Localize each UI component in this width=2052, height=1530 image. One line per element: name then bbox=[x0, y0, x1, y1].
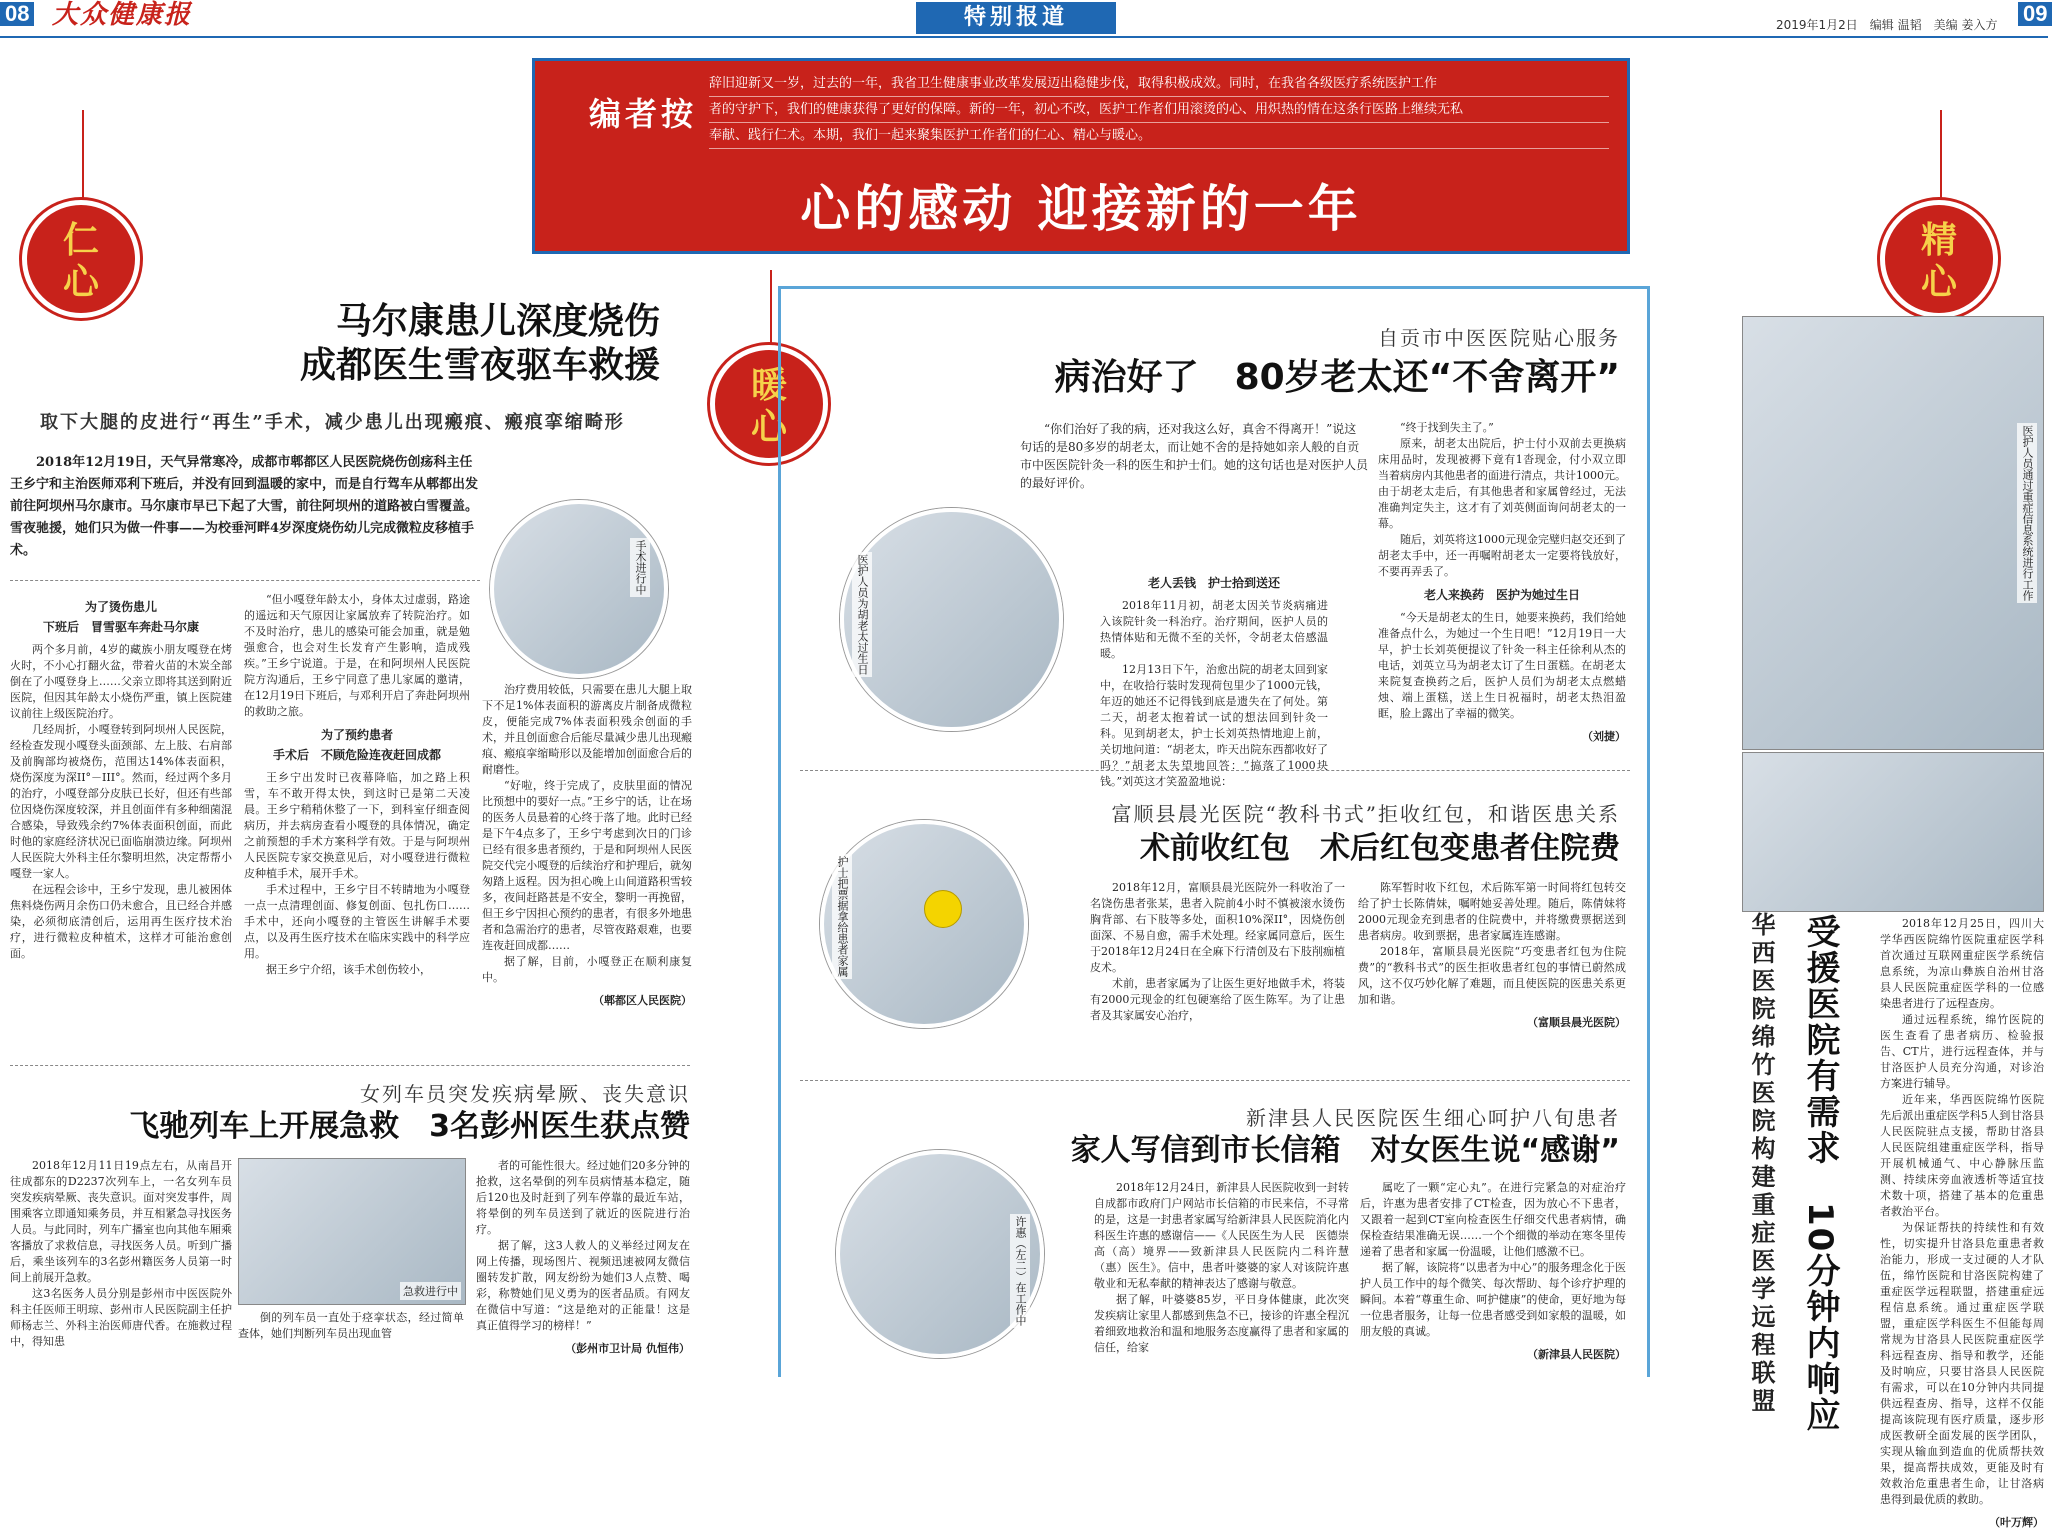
article3-paragraph: “终于找到失主了。” bbox=[1400, 421, 1494, 434]
article2-kicker: 女列车员突发疾病晕厥、丧失意识 bbox=[360, 1082, 690, 1106]
article1-paragraph: “但小嘎登年龄太小，身体太过虚弱，路途的遥远和天气原因让家属放弃了转院治疗。如不及时治疗，患儿的感染可能会加重，就是勉强愈合，也会对生长发育产生影响，造成残疾。”王乡宁说道。于是，在和阿坝州人民医院院方沟通后，王乡宁同意了患儿家属的邀请，在12月19日下班后，与邓利开启了奔赴阿坝州的救助之旅。 bbox=[244, 593, 470, 718]
article1-paragraph: 几经周折，小嘎登转到阿坝州人民医院，经检查发现小嘎登头面颈部、左上肢、右肩部及前胸部均被烧伤，范围达14%体表面积，烧伤深度为深II°－III°。然而，经过两个多月的治疗，小嘎登部分皮肤已长好，但还有些部位因烧伤深度较深，并且创面伴有多种细菌混合感染，导致残余约7%体表面积创面，而此时他的家庭经济状况已面临崩溃边缘。阿坝州人民医院大外科主任尔黎明坦然，决定帮帮小嘎登一家人。 bbox=[10, 723, 232, 880]
article2-col1-tail bbox=[238, 1310, 464, 1342]
article1-title-line1: 马尔康患儿深度烧伤 bbox=[335, 301, 660, 342]
article1-paragraph: 王乡宁出发时已夜幕降临，加之路上积雪，车不敢开得太快，到这时已是第二天凌晨。王乡宁稍稍休整了一下，到科室仔细查阅病历，并去病房查看小嘎登的具体情况，确定之前预想的手术方案科学有效。于是与阿坝州人民医院专家交换意见后，对小嘎登进行微粒皮种植手术，展开手术。 bbox=[244, 771, 470, 880]
article3-paragraph: 12月13日下午，治愈出院的胡老太回到家中，在收拾行装时发现荷包里少了1000元钱，年迈的她还不记得钱到底是遗失在了何处。第二天，胡老太抱着试一试的想法回到针灸一科。见到胡老太，护士长刘英热情地迎上前，关切地问道：“胡老太，昨天出院东西都收好了吗？”胡老太失望地回答：“搞落了1000块钱。”刘英这才笑盈盈地说： bbox=[1100, 663, 1328, 788]
article1-subhead2b: 手术后 不顾危险连夜赶回成都 bbox=[272, 748, 441, 762]
article6-photo-bottom bbox=[1742, 425, 2044, 912]
editor-note-box bbox=[532, 58, 1630, 254]
article5-paragraph: 属吃了一颗“定心丸”。在进行完紧急的对症治疗后，许惠为患者安排了CT检查，因为放心不下患者，又跟着一起到CT室向检查医生仔细交代患者病情，确保检查结果准确无误……一个个细微的举动在寒冬里传递着了患者和家属一份温暖，让他们感激不已。 bbox=[1360, 1181, 1626, 1258]
article6-photo-caption: 医护人员通过重症信息系统进行工作 bbox=[2017, 423, 2037, 603]
masthead-logo: 大众健康报 bbox=[52, 0, 193, 30]
article3-subhead1: 老人丢钱 护士拾到送还 bbox=[1147, 576, 1280, 590]
article1-col1 bbox=[10, 592, 232, 962]
divider bbox=[10, 1065, 690, 1066]
article1-paragraph: 手术过程中，王乡宁目不转睛地为小嘎登一点一点清理创面、修复创面、包扎伤口……手术中，还向小嘎登的主管医生讲解手术要点，以及再生医疗技术在临床实践中的科学应用。 bbox=[244, 883, 470, 960]
article1-subtitle: 取下大腿的皮进行“再生”手术，减少患儿出现瘢痕、瘢痕挛缩畸形 bbox=[40, 412, 625, 433]
article6-paragraph: 为保证帮扶的持续性和有效性，切实提升甘洛县危重患者救治能力，形成一支过硬的人才队伍，绵竹医院和甘洛医院构建了重症医学远程联盟，搭建重症远程信息系统。通过重症医学联盟，重症医学科医生不但能每周常规为甘洛县人民医院重症医学科远程查房、指导和教学，还能及时响应，只要甘洛县人民医院有需求，可以在10分钟内共同提供远程查房、指导，这样不仅能提高该院现有医疗质量，逐步形成医教研全面发展的医学团队，实现从输血到造血的优质帮扶效果，提高帮扶成效，更能及时有效救治危重患者生命，让甘洛病患得到最优质的救助。 bbox=[1880, 1221, 2044, 1506]
article3-subhead2: 老人来换药 医护为她过生日 bbox=[1423, 588, 1580, 602]
article3-paragraph: “今天是胡老太的生日，她要来换药，我们给她准备点什么，为她过一个生日吧！”12月19日一大早，护士长刘英便提议了针灸一科主任徐利从杰的电话，刘英立马为胡老太订了生日蛋糕。在胡老太来院复查换药之后，医护人员们为胡老太点燃蜡烛、端上蛋糕，送上生日祝福时，胡老太热泪盈眶，脸上露出了幸福的微笑。 bbox=[1378, 611, 1626, 720]
article1-col2 bbox=[244, 592, 470, 978]
editor-note-line: 者的守护下，我们的健康获得了更好的保障。新的一年，初心不改，医护工作者们用滚烫的心、用炽热的情在这条行医路上继续无私 bbox=[709, 97, 1609, 123]
divider bbox=[800, 770, 1630, 771]
divider bbox=[10, 580, 480, 581]
editor-note-line: 奉献、践行仁术。本期，我们一起来聚集医护工作者们的仁心、精心与暖心。 bbox=[709, 123, 1609, 149]
badge-tassel bbox=[1940, 110, 1942, 200]
article3-col1 bbox=[1100, 568, 1328, 790]
badge-renxin bbox=[22, 200, 140, 318]
article5-paragraph: 据了解，叶婆婆85岁，平日身体健康，此次突发疾病让家里人都感到焦急不已，接诊的许惠全程沉着细致地救治和温和地服务态度赢得了患者和家属的信任，给家 bbox=[1094, 1293, 1349, 1354]
editor-note-line: 辞旧迎新又一岁，过去的一年，我省卫生健康事业改革发展迈出稳健步伐，取得积极成效。同时，在我省各级医疗系统医护工作 bbox=[709, 71, 1609, 97]
article1-subhead1a: 为了烫伤患儿 bbox=[84, 600, 157, 614]
article6-paragraph: 近年来，华西医院绵竹医院先后派出重症医学科5人到甘洛县人民医院驻点支援，帮助甘洛县人民医院组建重症医学科，指导开展机械通气、中心静脉压监测、持续床旁血液透析等适宜技术数十项，搭建了基本的危重患者救治平台。 bbox=[1880, 1093, 2044, 1218]
article4-photo-caption: 护士把票据拿给患者家属 bbox=[832, 854, 852, 979]
article4-paragraph: 陈军暂时收下红包，术后陈军第一时间将红包转交给了护士长陈倩妹，嘱咐她妥善处理。随后，陈倩妹将2000元现金充到患者的住院费中，并将缴费票据送到患者病房。收到票据，患者家属连连感谢。 bbox=[1358, 881, 1626, 942]
article1-paragraph: 据了解，目前，小嘎登正在顺利康复中。 bbox=[482, 955, 692, 984]
article4-paragraph: 2018年，富顺县晨光医院“巧变患者红包为住院费”的“教科书式”的医生拒收患者红包的事情已蔚然成风，这不仅巧妙化解了难题，而且使医院的医患关系更加和谐。 bbox=[1358, 945, 1626, 1006]
article2-paragraph: 倒的列车员一直处于痉挛状态，经过简单查体，她们判断列车员出现血管 bbox=[238, 1311, 464, 1340]
article5-col1 bbox=[1094, 1180, 1349, 1356]
article2-title: 飞驰列车上开展急救 3名彭州医生获点赞 bbox=[129, 1109, 690, 1144]
face-blur-icon bbox=[924, 890, 962, 928]
article3-paragraph: 随后，刘英将这1000元现金完璧归赵交还到了胡老太手中，还一再嘱咐胡老太一定要将钱放好，不要再弄丢了。 bbox=[1378, 533, 1626, 578]
article1-title-line2: 成都医生雪夜驱车救援 bbox=[299, 345, 660, 386]
article1-paragraph: 据王乡宁介绍，该手术创伤较小， bbox=[266, 963, 431, 976]
article2-photo bbox=[238, 1158, 466, 1305]
article5-title: 家人写信到市长信箱 对女医生说“感谢” bbox=[1070, 1133, 1620, 1168]
article4-photo bbox=[820, 820, 1028, 1028]
article6-photo-top bbox=[1742, 316, 2044, 750]
article1-subhead1b: 下班后 冒雪驱车奔赴马尔康 bbox=[42, 620, 199, 634]
article5-col2 bbox=[1360, 1180, 1626, 1362]
article3-photo bbox=[840, 508, 1063, 731]
dateline: 2019年1月2日 编辑 温韬 美编 姜入方 bbox=[1776, 18, 1998, 32]
article3-credit: （刘捷） bbox=[1582, 730, 1626, 743]
page-number-right: 09 bbox=[2018, 2, 2052, 26]
article5-paragraph: 据了解，该院将“以患者为中心”的服务理念化于医护人员工作中的每个微笑、每次帮助、每个诊疗护理的瞬间。本着“尊重生命、呵护健康”的使命，更好地为每一位患者服务，让每一位患者感受到如家般的温暖，如朋友般的真诚。 bbox=[1360, 1261, 1626, 1338]
article4-col2 bbox=[1358, 880, 1626, 1030]
badge-renxin-text: 仁心 bbox=[62, 219, 99, 303]
article2-paragraph: 2018年12月11日19点左右，从南昌开往成都东的D2237次列车上，一名女列车员突发疾病晕厥、丧失意识。面对突发事件，周围乘客立即通知乘务员，并互相紧急寻找医务人员。与此同时，列车广播室也向其他车厢乘客播放了求救信息，寻找医务人员。听到广播后，乘坐该列车的3名彭州籍医务人员第一时间上前展开急救。 bbox=[10, 1159, 232, 1284]
article2-paragraph: 者的可能性很大。经过她们20多分钟的抢救，这名晕倒的列车员病情基本稳定，随后120也及时赶到了列车停靠的最近车站，将晕倒的列车员送到了就近的医院进行治疗。 bbox=[476, 1159, 690, 1236]
editor-note-label: 编者按 bbox=[589, 95, 698, 133]
divider bbox=[800, 1080, 1630, 1081]
article1-credit: （郫都区人民医院） bbox=[593, 994, 692, 1007]
section-banner: 特别报道 bbox=[916, 2, 1116, 34]
article3-paragraph: 原来，胡老太出院后，护士付小双前去更换病床用品时，发现被褥下竟有1沓现金，付小双立即当着病房内其他患者的面进行清点，共计1000元。由于胡老太走后，有其他患者和家属曾经过，无法准确判定失主，这才有了刘英侧面询问胡老太的一幕。 bbox=[1378, 437, 1626, 530]
article1-lead: 2018年12月19日，天气异常寒冷，成都市郫都区人民医院烧伤创疡科主任王乡宁和主治医师邓利下班后，并没有回到温暖的家中，而是自行驾车从郫都出发前往阿坝州马尔康市。马尔康市早已下起了大雪，前往阿坝州的道路被白雪覆盖。雪夜驰援，她们只为做一件事——为校垂河畔4岁深度烧伤幼儿完成微粒皮移植手术。 bbox=[10, 455, 479, 558]
article4-col1 bbox=[1090, 880, 1345, 1024]
article6-paragraph: 通过远程系统，绵竹医院的医生查看了患者病历、检验报告、CT片，进行远程查体，并与甘洛医护人员充分沟通，对诊治方案进行辅导。 bbox=[1880, 1013, 2044, 1090]
badge-tassel bbox=[82, 110, 84, 200]
article1-paragraph: 两个多月前，4岁的藏族小朋友嘎登在烤火时，不小心打翻火盆，带着火苗的木炭全部倒在了小嘎登身上……父亲立即将其送到附近医院，但因其年龄太小烧伤严重，镇上医院建议前往上级医院治疗。 bbox=[10, 643, 232, 720]
article6-subtitle: 华西医院绵竹医院构建重症医学远程联盟 bbox=[1747, 912, 1776, 1416]
article3-kicker: 自贡市中医医院贴心服务 bbox=[1378, 326, 1620, 350]
article2-credit: （彭州市卫计局 仇恒伟） bbox=[565, 1342, 690, 1355]
article3-col2 bbox=[1378, 420, 1626, 744]
badge-tassel bbox=[770, 270, 772, 350]
badge-nuanxin-text: 暖心 bbox=[750, 364, 787, 448]
main-headline: 心的感动 迎接新的一年 bbox=[800, 180, 1362, 238]
article1-subhead2a: 为了预约患者 bbox=[320, 728, 393, 742]
article4-paragraph: 2018年12月，富顺县晨光医院外一科收治了一名饶伤患者张某，患者入院前4小时不慎被滚水烫伤胸背部、右下肢等多处，面积10%深II°，因烧伤创面深、不易自愈，需手术处理。经家属同意后，医生于2018年12月24日在全麻下行清创及右下肢削痂植皮术。 bbox=[1090, 881, 1345, 974]
badge-jingxin-text: 精心 bbox=[1920, 219, 1957, 303]
editor-note-text bbox=[709, 71, 1609, 149]
article1-paragraph: 治疗费用较低，只需要在患儿大腿上取下不足1%体表面积的游离皮片制备成微粒皮，便能完成7%体表面积残余创面的手术，并且创面愈合后能尽量减少患儿出现瘢痕、瘢痕挛缩畸形以及能增加创面愈合后的耐磨性。 bbox=[482, 683, 692, 776]
article3-title: 病治好了 80岁老太还“不舍离开” bbox=[1054, 357, 1620, 398]
article6-credit: （叶万辉） bbox=[1989, 1516, 2044, 1529]
article3-paragraph: 2018年11月初，胡老太因关节炎病痛进入该院针灸一科治疗。治疗期间，医护人员的热情体贴和无微不至的关怀，令胡老太倍感温暖。 bbox=[1100, 599, 1328, 660]
article2-col2 bbox=[476, 1158, 690, 1356]
article4-paragraph: 术前，患者家属为了让医生更好地做手术，将装有2000元现金的红包硬塞给了医生陈军。为了让患者及其家属安心治疗， bbox=[1090, 977, 1345, 1022]
article1-paragraph: “好啦，终于完成了，皮肤里面的情况比预想中的要好一点。”王乡宁的话，让在场的医务人员悬着的心终于落了地。此时已经是下午4点多了，王乡宁考虑到次日的门诊已经有很多患者预约，于是和阿坝州人民医院交代完小嘎登的后续治疗和护理后，就匆匆踏上返程。因为担心晚上山间道路积雪较多，夜间赶路甚是不安全，黎明一再挽留，但王乡宁因担心预约的患者，有很多外地患者和急需治疗的患者，尽管夜路艰难，也要连夜赶回成都…… bbox=[482, 779, 692, 952]
article2-paragraph: 这3名医务人员分别是彭州市中医医院外科主任医师王明琼、彭州市人民医院副主任护师杨志兰、外科主治医师唐代香。在施救过程中，得知患 bbox=[10, 1287, 232, 1348]
article1-photo bbox=[490, 500, 668, 678]
article4-title: 术前收红包 术后红包变患者住院费 bbox=[1140, 831, 1620, 866]
article1-headline bbox=[150, 300, 660, 388]
article3-lead: “你们治好了我的病，还对我这么好，真舍不得离开！”说这句话的是80多岁的胡老太，而让她不舍的是持她如亲人般的自贡市中医医院针灸一科的医生和护士们。她的这句话也是对医护人员的最好评价。 bbox=[1020, 422, 1369, 490]
badge-jingxin bbox=[1880, 200, 1998, 318]
article1-paragraph: 在远程会诊中，王乡宁发现，患儿被困体焦料烧伤两月余伤口仍未愈合，且已经合并感染，必须彻底清创后，运用再生医疗技术治疗，进行微粒皮种植术，这样才可能治愈创面。 bbox=[10, 883, 232, 960]
article3-photo-caption: 医护人员为胡老太过生日 bbox=[852, 552, 872, 677]
article5-credit: （新津县人民医院） bbox=[1527, 1348, 1626, 1361]
article5-paragraph: 2018年12月24日，新津县人民医院收到一封转自成都市政府门户网站市长信箱的市民来信，不寻常的是，这是一封患者家属写给新津县人民医院消化内科医生许惠的感谢信——《人民医生为人民 医德崇高（高）境界——致新津县人民医院内二科许慧（惠）医生》。信中，患者叶婆婆的家人对该院许惠敬业和无私奉献的精神表达了感谢与敬意。 bbox=[1094, 1181, 1349, 1290]
article6-paragraph: 2018年12月25日，四川大学华西医院绵竹医院重症医学科首次通过互联网重症医学系统信息系统，为凉山彝族自治州甘洛县人民医院重症医学科的一位感染患者进行了远程查房。 bbox=[1880, 917, 2044, 1010]
article5-photo bbox=[836, 1150, 1044, 1358]
article2-col1 bbox=[10, 1158, 232, 1350]
article4-kicker: 富顺县晨光医院“教科书式”拒收红包，和谐医患关系 bbox=[1111, 802, 1620, 826]
article2-photo-caption: 急救进行中 bbox=[400, 1282, 461, 1300]
article5-photo-caption: 许惠（左二）在工作中 bbox=[1010, 1214, 1030, 1328]
article5-kicker: 新津县人民医院医生细心呵护八旬患者 bbox=[1246, 1106, 1620, 1130]
article6-body bbox=[1880, 916, 2044, 1530]
article1-col3 bbox=[482, 682, 692, 1008]
article4-credit: （富顺县晨光医院） bbox=[1527, 1016, 1626, 1029]
page-number-left: 08 bbox=[0, 2, 34, 26]
article1-photo-caption: 手术进行中 bbox=[630, 538, 650, 597]
header-rule bbox=[0, 36, 2048, 38]
article6-title: 受援医院有需求 10分钟内响应 bbox=[1800, 914, 1840, 1434]
article2-paragraph: 据了解，这3人救人的义举经过网友在网上传播，现场图片、视频迅速被网友微信圈转发扩散，网友纷纷为她们3人点赞、喝彩，称赞她们见义勇为的医者品质。有网友在微信中写道：“这是绝对的正能量！这是真正值得学习的榜样！” bbox=[476, 1239, 690, 1332]
